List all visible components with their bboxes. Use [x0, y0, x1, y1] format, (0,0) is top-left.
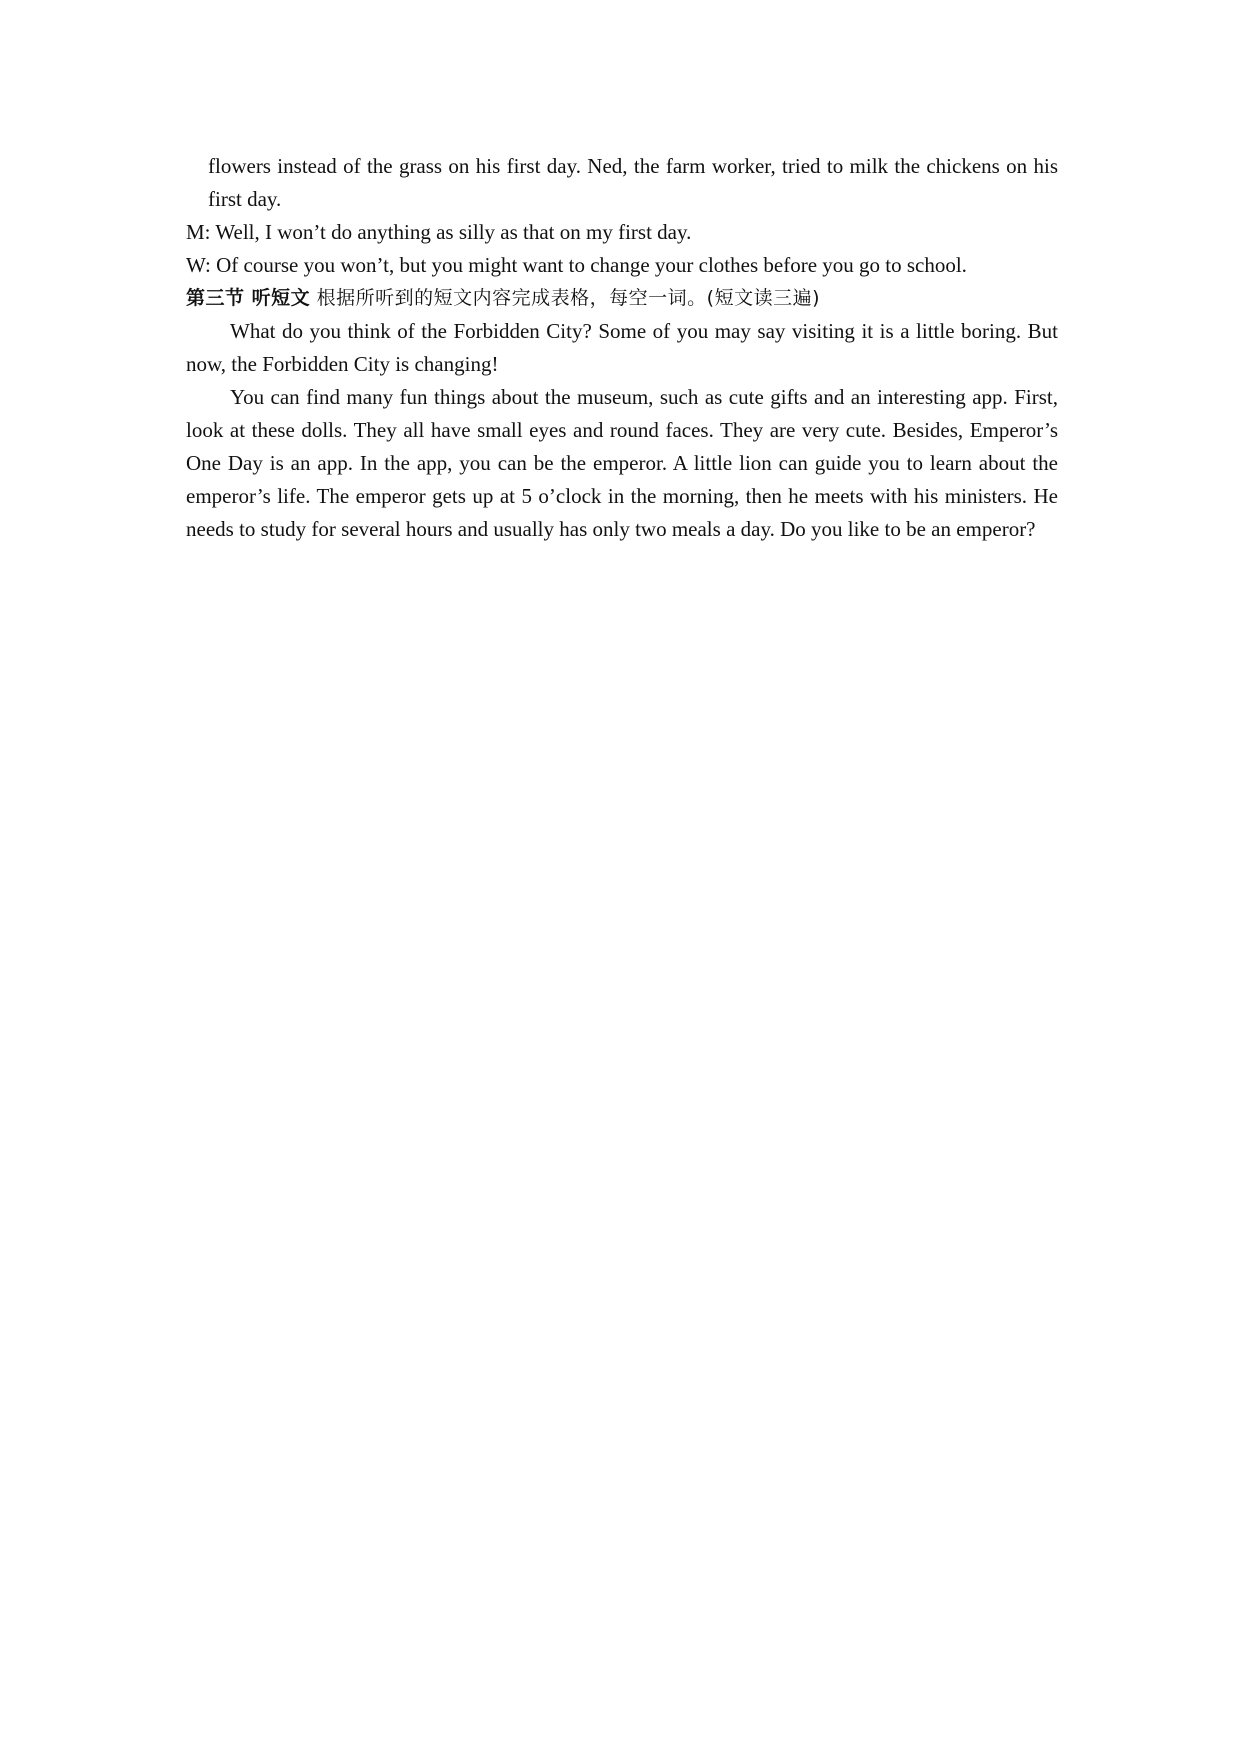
dialogue-line-w: W: Of course you won’t, but you might want to change your clothes before you go to school. — [186, 253, 967, 277]
section-instruction: 根据所听到的短文内容完成表格，每空一词。(短文读三遍) — [316, 287, 820, 309]
section-heading — [186, 282, 1058, 315]
passage-paragraph-2: You can find many fun things about the museum, such as cute gifts and an interesting app. First, look at these dolls. They all have small eyes and round faces. They are very cute. Besides, Emperor’s One Day is an app. In the app, you can be the emperor. A little lion can guide you to learn about the emperor’s life. The emperor gets up at 5 o’clock in the morning, then he meets with his ministers. He needs to study for several hours and usually has only two meals a day. Do you like to be an emperor? — [186, 385, 1058, 541]
section-label: 第三节 听短文 — [186, 287, 311, 309]
dialogue-continuation: flowers instead of the grass on his first day. Ned, the farm worker, tried to milk the chickens on his first day. — [208, 154, 1058, 211]
passage-paragraph-1: What do you think of the Forbidden City? Some of you may say visiting it is a little boring. But now, the Forbidden City is changing! — [186, 319, 1058, 376]
dialogue-line-m: M: Well, I won’t do anything as silly as that on my first day. — [186, 220, 692, 244]
document-page — [186, 150, 1058, 546]
